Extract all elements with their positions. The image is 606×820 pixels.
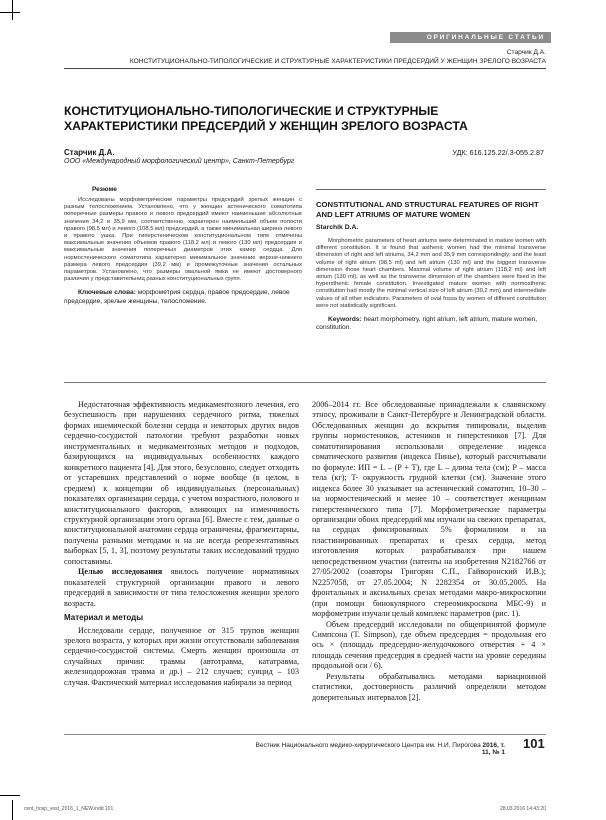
body-paragraph: Объем предсердий исследовали по общепринятой формуле Симпсона (T. Simpson), где объем предсердия = продольная его ось × (площадь предсердно-желудочкового отверстия + 4 × площадь сечения предсердия в средней части на уровне середины продольной оси / 6).: [312, 619, 546, 671]
running-title: КОНСТИТУЦИОНАЛЬНО-ТИПОЛОГИЧЕСКИЕ И СТРУКТУРНЫЕ ХАРАКТЕРИСТИКИ ПРЕДСЕРДИЙ У ЖЕНЩИН ЗРЕЛОГО ВОЗРАСТА: [129, 58, 546, 65]
methods-heading: Материал и методы: [64, 613, 144, 623]
journal-name: Вестник Национального медико-хирургического Центра им. Н.И. Пирогова: [255, 742, 483, 749]
crop-mark: [0, 795, 20, 796]
abstract-ru: [64, 186, 302, 306]
body-right-column: [312, 400, 546, 703]
abstract-divider: [64, 382, 546, 383]
aim-text: явилось получение нормативных показателей структурной организации правого и левого предсердий в зависимости от типа телосложения женщин зрелого возраста.: [64, 567, 299, 608]
body-left-column: [64, 400, 299, 688]
body-paragraph: Результаты обрабатывались методами вариационной статистики, достоверность различий определяли методом доверительных интервалов [2].: [312, 671, 546, 702]
keywords-en-label: Keywords:: [328, 316, 362, 324]
udk-code: УДК: 616.125.22/.3-055.2.87: [452, 148, 544, 157]
keywords-ru: [64, 289, 302, 305]
article-author: Старчик Д.А.: [64, 148, 115, 157]
abstract-en-title: CONSTITUTIONAL AND STRUCTURAL FEATURES OF RIGHT AND LEFT ATRIUMS OF MATURE WOMEN: [316, 200, 539, 219]
crop-mark: [0, 12, 20, 13]
body-paragraph: Недостаточная эффективность медикаментозного лечения, его безуспешность при нарушениях сердечного ритма, тяжелых формах ишемической болезни сердца и некоторых других видов сердечно-сосудистой патологии требуют разработки новых инструментальных и медикаментозных методов и подходов, базирующихся на индивидуальных особенностях каждого конкретного пациента [4]. Для этого, безусловно, следует отходить от устаревших представлений о норме вообще (в целом, в среднем) к концепции об индивидуальных (персональных) показателях организации сердца, с учетом возрастного, полового и конституционального факторов, влияющих на изменчивость структурной организации этого органа [6]. Вместе с тем, данные о конституциональной анатомии сердца ограничены, фрагментарны, получены разными методами и на не всегда репрезентативных выборках [5, 1, 3], поэтому результаты таких исследований трудно сопоставимы.: [64, 400, 299, 566]
keywords-en: [316, 316, 546, 332]
print-slug-file: cent_hosp_vest_2016_1_NEW.indd 101: [24, 806, 114, 812]
footer-divider: [64, 734, 546, 735]
keywords-ru-text: морфометрия сердца, правое предсердие, левое предсердие, зрелые женщины, телосложение.: [64, 289, 290, 305]
affiliation: ООО «Международный морфологический центр», Санкт-Петербург: [64, 158, 295, 165]
en-abstract-divider: [316, 189, 546, 190]
keywords-ru-label: Ключевые слова:: [78, 289, 136, 297]
crop-mark: [12, 800, 13, 820]
body-paragraph: Исследовали сердце, полученное от 315 трупов женщин зрелого возраста, у которых при жизни отсутствовали заболевания сердечно-сосудистой системы. Смерть женщин произошла от случайных причин: травмы (автотравма, кататравма, железнодорожная травма и др.) – 212 случаев; суицид – 103 случая. Фактический материал исследования набирали за период: [64, 625, 299, 687]
body-paragraph: 2006–2014 гг. Все обследованные принадлежали к славянскому этносу, проживали в Санкт-Петербурге и Ленинградской области. Обследованных женщин до вскрытия типировали, выделив группы нормостеников, астеников и гиперстеников [7]. Для соматотипирования использовали определение индекса соматического развития (индекса Пинье), который рассчитывали по формуле: ИП = L – (P + T), где L – длина тела (см); P – масса тела (кг); T- окружность грудной клетки (см). Значение этого индекса более 30 указывает на астенический соматотип, 10–30 – на нормостенический и менее 10 – соответствует женщинам гиперстенического типа [7]. Морфометрические параметры организации обоих предсердий мы изучали на свежих препаратах, на сердцах фиксированных 5% формалином и на пластинированных препаратах и срезах сердца, метод изготовления которых разрабатывался при нашем непосредственном участии (патенты на изобретения N2182766 от 27/05/2002 (соавторы Григорян С.П., Гайворонский И.В.); N2257058, от 27.05.2004; N 2282354 от 30.05.2005. На фронтальных и аксиальных срезах методами макро-микроскопии (при помощи бинокулярного стереомикроскопа МБС-9) и морфометрии изучали целый комплекс параметров (рис. 1).: [312, 400, 546, 619]
keywords-en-text: heart morphometry, right atrium, left atrium, mature women, constitution.: [316, 316, 538, 332]
print-slug-date: 28.03.2016 14:43:20: [500, 806, 546, 812]
abstract-ru-heading: Резюме: [92, 186, 117, 193]
section-label: ОРИГИНАЛЬНЫЕ СТАТЬИ: [390, 32, 551, 43]
page-number: 101: [523, 736, 545, 751]
running-author: Старчик Д.А.: [506, 49, 546, 56]
abstract-en-author: Starchik D.A.: [316, 224, 359, 231]
article-title: КОНСТИТУЦИОНАЛЬНО-ТИПОЛОГИЧЕСКИЕ И СТРУКТУРНЫЕ ХАРАКТЕРИСТИКИ ПРЕДСЕРДИЙ У ЖЕНЩИН ЗРЕЛОГО ВОЗРАСТА: [64, 104, 468, 133]
abstract-ru-text: Исследованы морфометрические параметры предсердий зрелых женщин с разным телосложением. Установлено, что у женщин астенического соматотипа поперечные размеры правого и левого предсердий имеют наименьшие абсолютные значения 34,2 и 35,9 мм, соответственно, характерен наименьший объем полости правого (98,5 мл) и левого (108,5 мл) предсердий, а также минимальная ширина левого и правого ушка. При гиперстеническом конституциональном типе отмечены максимальные значения объемов правого (118,2 мл) и левого (130 мл) предсердия и максимальные значения поперечных диаметров этих камер сердца. Для нормостенического соматотипа характерно минимальное значение верхне-нижнего размера левого предсердия (39,2 мм) и промежуточные значения остальных параметров. Установлено, что размеры овальной ямки не имеют достоверного различия у представительниц разных конституциональных групп.: [64, 197, 302, 283]
header-divider: [64, 68, 546, 69]
footer-journal: [250, 742, 505, 756]
abstract-en-text: Morphometric parameters of heart atriums were determinated in mature women with different constitution. It is found that asthenic women had the minimal transverse dimension of right and left atriums, 34,2 mm and 35,9 mm correspondingly; and the least volume of right atrium (98,5 ml) and left atrium (130 ml) and the biggest transverse dimension those heart chambers. Maximal volume of right atrium (118,2 ml) and left atrium (130 ml), as well as the transverse dimension of the chambers were fixed in the hypersthenic female constitution. Investigated mature women with normosthenic constitution had mostly the minimal vertical size of left atrium (39,2 mm) and intermediate values of all other indicators. Parameters of oval fossa by women of different constitution were not statistically significant.: [316, 238, 546, 309]
abstract-en: [316, 238, 546, 332]
aim-label: Целью исследования: [78, 567, 163, 577]
journal-issue: 2016, т. 11, № 1: [481, 742, 505, 756]
crop-mark: [12, 0, 13, 20]
aim-paragraph: [64, 567, 299, 609]
